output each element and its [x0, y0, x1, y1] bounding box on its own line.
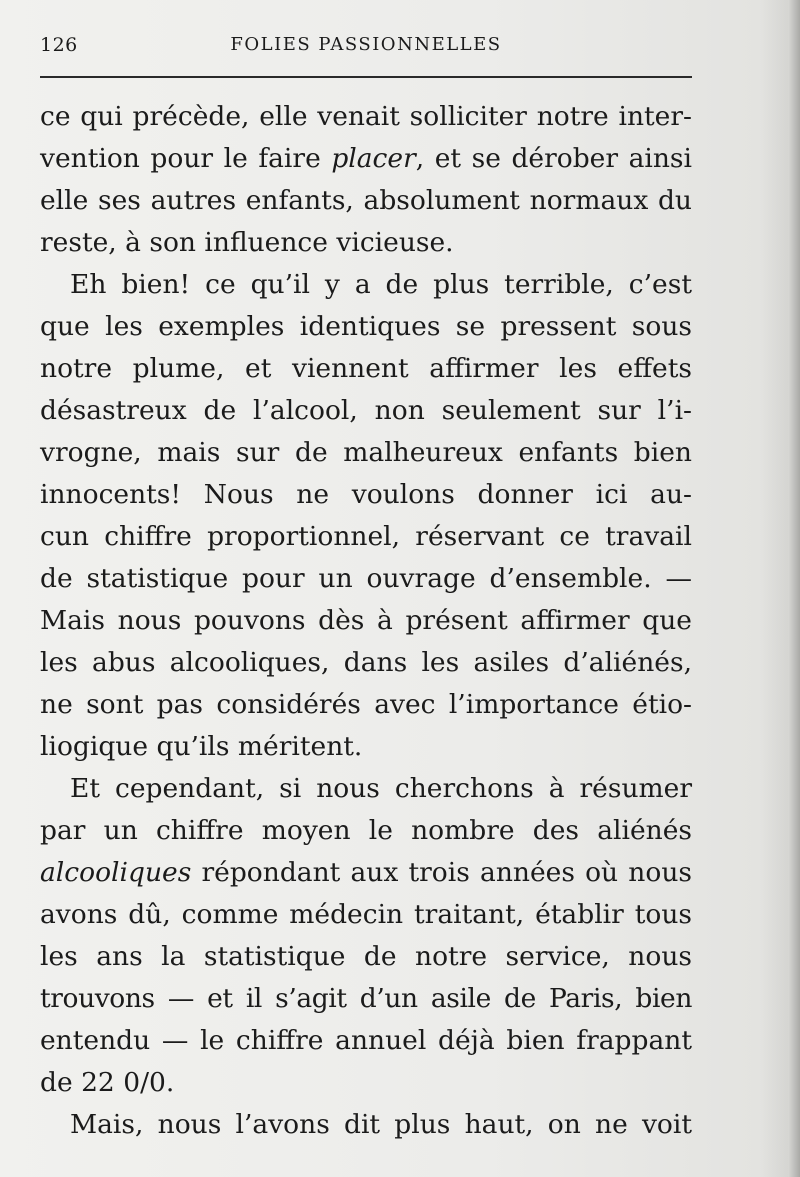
text-line: cun chiffre proportionnel, réservant ce travail — [40, 521, 692, 552]
text-line: reste, à son influence vicieuse. — [40, 227, 454, 258]
page-number: 126 — [40, 34, 78, 56]
text-line: Et cependant, si nous cherchons à résumer — [70, 773, 692, 804]
text-line: les ans la statistique de notre service, nous — [40, 941, 692, 972]
text-line: avons dû, comme médecin traitant, établir tous — [40, 899, 692, 930]
text-line: que les exemples identiques se pressent sous — [40, 311, 692, 342]
running-title: FOLIES PASSIONNELLES — [230, 34, 502, 55]
text-line: les abus alcooliques, dans les asiles d’aliénés, — [40, 647, 692, 678]
page-edge — [788, 0, 800, 1177]
text-line: elle ses autres enfants, absolument normaux du — [40, 185, 692, 216]
text-line: entendu — le chiffre annuel déjà bien frappant — [40, 1025, 692, 1056]
text-line: Mais, nous l’avons dit plus haut, on ne voit — [70, 1109, 692, 1140]
italic-word: placer — [331, 143, 416, 174]
text-line: de statistique pour un ouvrage d’ensemble. — — [40, 563, 692, 594]
text-line: alcooliques répondant aux trois années où nous — [40, 857, 692, 888]
body-text — [40, 96, 692, 1146]
text-line: trouvons — et il s’agit d’un asile de Paris, bien — [40, 983, 692, 1014]
text-line: notre plume, et viennent affirmer les effets — [40, 353, 692, 384]
italic-word: alcooliques — [40, 857, 192, 888]
text-line: Eh bien! ce qu’il y a de plus terrible, c’est — [70, 269, 692, 300]
text-line: désastreux de l’alcool, non seulement sur l’i- — [40, 395, 692, 426]
text-line: liogique qu’ils méritent. — [40, 731, 363, 762]
text-line: innocents! Nous ne voulons donner ici au- — [40, 479, 692, 510]
text-line: Mais nous pouvons dès à présent affirmer que — [40, 605, 692, 636]
header-rule — [40, 76, 692, 78]
text-line: ce qui précède, elle venait solliciter notre inter- — [40, 101, 692, 132]
text-line: par un chiffre moyen le nombre des aliénés — [40, 815, 692, 846]
page-header — [40, 34, 692, 64]
text-line: de 22 0/0. — [40, 1067, 175, 1098]
text-line: vrogne, mais sur de malheureux enfants bien — [40, 437, 692, 468]
text-line: vention pour le faire placer, et se dérober ainsi — [40, 143, 692, 174]
text-line: ne sont pas considérés avec l’importance étio- — [40, 689, 692, 720]
